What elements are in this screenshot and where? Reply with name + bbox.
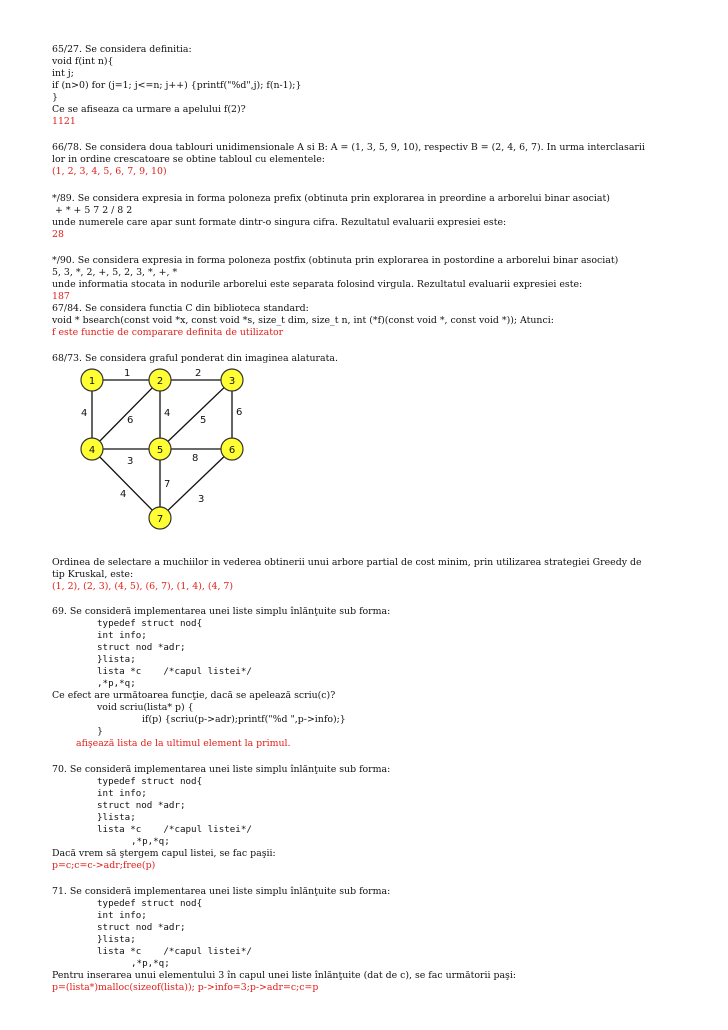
q1-line-4: if (n>0) for (j=1; j<=n; j++) {printf("%d",j); f(n-1);} [52,80,302,91]
weight-2-4: 6 [127,415,134,426]
q1-answer: 1121 [52,116,76,127]
q2-line-1: 66/78. Se considera doua tablouri unidimensionale A si B: A = (1, 3, 5, 9, 10), respectiv B = (2, 4, 6, 7). In urma interclasarii [52,142,645,153]
q1-line-1: 65/27. Se considera definitia: [52,44,192,55]
q6-answer: (1, 2), (2, 3), (4, 5), (6, 7), (1, 4), (4, 7) [52,581,234,592]
q6-line-1: 68/73. Se considera graful ponderat din imaginea alaturata. [52,353,338,364]
q9-code-2: int info; [97,910,147,921]
weight-2-3: 2 [195,368,202,379]
q8-code-3: struct nod *adr; [97,800,186,811]
q3-line-2: + * + 5 7 2 / 8 2 [52,205,133,216]
q8-code-6: ,*p,*q; [131,836,170,847]
node-4-label: 4 [88,445,96,456]
q2-answer: (1, 2, 3, 4, 5, 6, 7, 9, 10) [52,166,167,177]
q4-line-3: unde informatia stocata in nodurile arborelui este separata folosind virgula. Rezultatul evaluarii expresiei este: [52,279,583,290]
weight-5-7: 7 [164,479,171,490]
weight-3-6: 6 [236,407,243,418]
q4-line-1: */90. Se considera expresia in forma poloneza postfix (obtinuta prin explorarea in postordine a arborelui binar asociat) [52,255,619,266]
q7-code-3: struct nod *adr; [97,642,186,653]
weight-4-7: 4 [120,489,127,500]
q9-code-4: }lista; [97,934,136,945]
edge-2-4 [92,380,160,449]
weight-5-6: 8 [192,453,199,464]
weight-2-5: 4 [164,408,171,419]
node-7-label: 7 [156,514,164,525]
q7-code-1: typedef struct nod{ [97,618,203,629]
q9-code-6: ,*p,*q; [131,958,170,969]
q9-code-5: lista *c /*capul listei*/ [97,946,252,957]
q8-intro: 70. Se consideră implementarea unei liste simplu înlănţuite sub forma: [52,764,391,775]
q7-code-5: lista *c /*capul listei*/ [97,666,252,677]
node-2-label: 2 [156,376,164,387]
weight-1-4: 4 [81,408,88,419]
q7-intro: 69. Se consideră implementarea unei liste simplu înlănţuite sub forma: [52,606,391,617]
q3-answer: 28 [52,229,64,240]
q5-line-2: void * bsearch(const void *x, const void *s, size_t dim, size_t n, int (*f)(const void *, const void *)); Atunci: [52,315,554,326]
q3-line-1: */89. Se considera expresia in forma poloneza prefix (obtinuta prin explorarea in preordine a arborelui binar asociat) [52,193,610,204]
q6-after-line-2: tip Kruskal, este: [52,569,134,580]
q9-answer: p=(lista*)malloc(sizeof(lista)); p->info=3;p->adr=c;c=p [52,982,319,993]
q2-line-2: lor in ordine crescatoare se obtine tabloul cu elementele: [52,154,325,165]
q8-answer: p=c;c=c->adr;free(p) [52,860,156,871]
node-5-label: 5 [156,445,164,456]
q1-line-5: } [52,92,58,103]
q7-question: Ce efect are următoarea funcţie, dacă se apelează scriu(c)? [52,690,336,701]
q8-code-5: lista *c /*capul listei*/ [97,824,252,835]
q7-answer: afişează lista de la ultimul element la primul. [76,738,291,749]
edge-3-5 [160,380,232,449]
q9-code-1: typedef struct nod{ [97,898,203,909]
q9-code-3: struct nod *adr; [97,922,186,933]
q1-line-6: Ce se afiseaza ca urmare a apelului f(2)? [52,104,246,115]
edge-4-7 [92,449,160,518]
weight-6-7: 3 [198,494,205,505]
weight-4-5: 3 [127,456,134,467]
q4-answer: 187 [52,291,70,302]
q8-question: Dacă vrem să ştergem capul listei, se fac paşii: [52,848,276,859]
weighted-graph [70,360,260,540]
q5-answer: f este functie de comparare definita de utilizator [52,327,284,338]
q6-after-line-1: Ordinea de selectare a muchiilor in vederea obtinerii unui arbore partial de cost minim, prin utilizarea strategiei Greedy de [52,557,642,568]
q1-line-2: void f(int n){ [52,56,114,67]
q9-intro: 71. Se consideră implementarea unei liste simplu înlănţuite sub forma: [52,886,391,897]
q5-line-1: 67/84. Se considera functia C din biblioteca standard: [52,303,309,314]
q3-line-3: unde numerele care apar sunt formate dintr-o singura cifra. Rezultatul evaluarii expresiei este: [52,217,507,228]
q7-func-3: } [97,726,103,737]
q9-question: Pentru inserarea unui elementului 3 în capul unei liste înlănţuite (dat de c), se fac următorii paşi: [52,970,517,981]
q7-func-2: if(p) {scriu(p->adr);printf("%d ",p->info);} [142,714,346,725]
q7-code-2: int info; [97,630,147,641]
node-3-label: 3 [228,376,236,387]
node-1-label: 1 [88,376,96,387]
q7-code-4: }lista; [97,654,136,665]
q8-code-1: typedef struct nod{ [97,776,203,787]
q8-code-4: }lista; [97,812,136,823]
weight-3-5: 5 [200,415,207,426]
q1-line-3: int j; [52,68,74,79]
weight-1-2: 1 [124,368,131,379]
node-6-label: 6 [228,445,236,456]
q8-code-2: int info; [97,788,147,799]
q4-line-2: 5, 3, *, 2, +, 5, 2, 3, *, +, * [52,267,178,278]
q7-func-1: void scriu(lista* p) { [97,702,194,713]
q7-code-6: ,*p,*q; [97,678,136,689]
